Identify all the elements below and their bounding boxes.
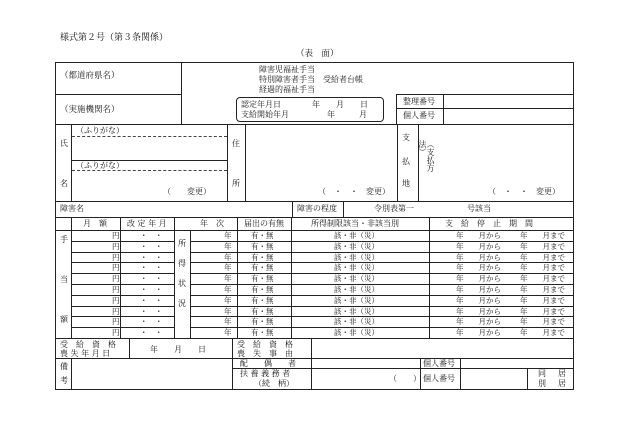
table-cell-date: ・ ・ [140, 274, 163, 283]
table-cell-gai: 該・非（災） [334, 231, 379, 240]
hdr-year: 年 次 [200, 219, 224, 228]
lost-date-label: 喪 失 年 月 日 [60, 349, 111, 358]
table-row-divider [190, 306, 574, 307]
table-cell-umu: 有・無 [251, 285, 274, 294]
side-tou: 当 [60, 275, 68, 284]
eligibility-label-1: 受 給 資 格 [60, 340, 116, 349]
table-cell-gai: 該・非（災） [334, 328, 379, 337]
table-cell-yen: 円 [112, 274, 120, 283]
lost-reason-label: 喪 失 事 由 [237, 349, 293, 358]
hdr-revised: 改 定 年 月 [127, 219, 167, 228]
table-cell-gai: 該・非（災） [334, 242, 379, 251]
cert-date-label: 認定年月日 [241, 100, 281, 109]
side-label: （表 面） [296, 49, 339, 59]
payment-change: （ ・ ・ 変更） [488, 187, 560, 196]
name-ruby-2: （ふりがな） [76, 161, 124, 170]
relation-paren: （ ） [389, 374, 421, 383]
table-cell-from: 年 月から [456, 285, 501, 294]
cert-date-units: 年 月 日 [312, 100, 368, 109]
table-cell-from: 年 月から [456, 263, 501, 272]
table-cell-yen: 円 [112, 285, 120, 294]
eligibility-label-2: 受 給 資 格 [237, 340, 293, 349]
table-one-label: 令別表第一 [374, 204, 414, 213]
table-row-divider [190, 273, 574, 274]
table-row-divider [190, 262, 574, 263]
personal-number-label-3: 個人番号 [423, 374, 455, 383]
table-cell-yen: 円 [112, 317, 120, 326]
side-te: 手 [60, 235, 68, 244]
name-ruby-1: （ふりがな） [76, 126, 124, 135]
payment-label-shi: 支 [402, 133, 410, 142]
table-cell-from: 年 月から [456, 317, 501, 326]
table-cell-umu: 有・無 [251, 263, 274, 272]
table-cell-gai: 該・非（災） [334, 263, 379, 272]
table-cell-year: 年 [224, 242, 232, 251]
cohabit-kyo-1: 居 [558, 369, 566, 378]
ledger-title-line1: 障害児福祉手当 [259, 65, 315, 74]
table-cell-to: 年 月まで [520, 274, 565, 283]
ruby-line-1 [72, 136, 227, 137]
table-cell-from: 年 月から [456, 253, 501, 262]
table-cell-from: 年 月から [456, 274, 501, 283]
table-cell-date: ・ ・ [140, 317, 163, 326]
table-cell-to: 年 月まで [520, 263, 565, 272]
relation-label: （続 柄） [254, 379, 294, 388]
remarks-label-2: 考 [60, 376, 68, 385]
management-number-label: 整理番号 [403, 97, 435, 106]
table-row-divider [190, 327, 574, 328]
table-cell-from: 年 月から [456, 328, 501, 337]
name-label-mei: 名 [60, 179, 68, 188]
table-cell-umu: 有・無 [251, 317, 274, 326]
table-cell-gai: 該・非（災） [334, 317, 379, 326]
table-cell-to: 年 月まで [520, 328, 565, 337]
table-cell-date: ・ ・ [140, 296, 163, 305]
table-cell-umu: 有・無 [251, 307, 274, 316]
address-label-sho: 所 [232, 179, 240, 188]
table-cell-from: 年 月から [456, 307, 501, 316]
table-cell-to: 年 月まで [520, 317, 565, 326]
ruby-line-2 [72, 170, 227, 171]
table-cell-date: ・ ・ [140, 263, 163, 272]
table-cell-year: 年 [224, 307, 232, 316]
address-change: （ ・ ・ 変更） [318, 187, 390, 196]
hdr-income-limit: 所得制限該当・非該当別 [311, 219, 399, 228]
table-cell-yen: 円 [112, 242, 120, 251]
table-row-divider [190, 316, 574, 317]
table-cell-yen: 円 [112, 231, 120, 240]
hdr-suspension: 支 給 停 止 期 間 [445, 219, 533, 228]
name-label-shi: 氏 [60, 139, 68, 148]
table-cell-yen: 円 [112, 253, 120, 262]
table-cell-to: 年 月まで [520, 285, 565, 294]
table-cell-yen: 円 [112, 307, 120, 316]
table-cell-to: 年 月まで [520, 296, 565, 305]
personal-number-label-2: 個人番号 [423, 359, 455, 368]
table-cell-to: 年 月まで [520, 231, 565, 240]
item-applicable-label: 号該当 [467, 204, 491, 213]
ledger-title-line3: 経過的福祉手当 [259, 85, 315, 94]
table-cell-from: 年 月から [456, 242, 501, 251]
table-cell-umu: 有・無 [251, 253, 274, 262]
table-cell-umu: 有・無 [251, 296, 274, 305]
table-cell-from: 年 月から [456, 231, 501, 240]
cohabit-same: 同 [538, 369, 546, 378]
spouse-label: 配 偶 者 [240, 359, 296, 368]
side-kyou: 況 [178, 299, 186, 308]
hdr-dependents: 届出の有無 [244, 219, 284, 228]
start-date-units: 年 月 [327, 110, 367, 119]
payment-method: （支払方法） [418, 140, 435, 172]
table-cell-umu: 有・無 [251, 328, 274, 337]
table-cell-year: 年 [224, 263, 232, 272]
table-cell-yen: 円 [112, 296, 120, 305]
table-cell-to: 年 月まで [520, 242, 565, 251]
address-label-jyu: 住 [232, 139, 240, 148]
table-cell-date: ・ ・ [140, 328, 163, 337]
table-cell-year: 年 [224, 317, 232, 326]
lost-date-units: 年 月 日 [150, 345, 206, 354]
table-row-divider [190, 241, 574, 242]
table-cell-gai: 該・非（災） [334, 307, 379, 316]
table-cell-gai: 該・非（災） [334, 296, 379, 305]
table-cell-yen: 円 [112, 328, 120, 337]
cohabit-kyo-2: 居 [558, 379, 566, 388]
hdr-month-amount: 月 額 [83, 219, 107, 228]
side-jyou: 状 [178, 279, 186, 288]
table-cell-year: 年 [224, 328, 232, 337]
supporter-label: 扶 養 義 務 者 [240, 369, 291, 378]
table-cell-year: 年 [224, 274, 232, 283]
side-gaku: 額 [60, 315, 68, 324]
table-cell-umu: 有・無 [251, 231, 274, 240]
cohabit-separate: 別 [538, 379, 546, 388]
payment-label-barai: 払 [402, 157, 410, 166]
start-date-label: 支給開始年月 [241, 110, 289, 119]
table-cell-from: 年 月から [456, 296, 501, 305]
table-cell-date: ・ ・ [140, 307, 163, 316]
table-cell-yen: 円 [112, 263, 120, 272]
table-cell-year: 年 [224, 285, 232, 294]
table-cell-year: 年 [224, 231, 232, 240]
table-cell-date: ・ ・ [140, 231, 163, 240]
table-cell-year: 年 [224, 253, 232, 262]
table-cell-umu: 有・無 [251, 242, 274, 251]
table-cell-gai: 該・非（災） [334, 253, 379, 262]
side-sho: 所 [178, 239, 186, 248]
table-cell-date: ・ ・ [140, 242, 163, 251]
agency-label: （実施機関名） [60, 105, 120, 115]
table-row-divider [190, 284, 574, 285]
table-cell-umu: 有・無 [251, 274, 274, 283]
table-cell-year: 年 [224, 296, 232, 305]
form-number: 様式第２号（第３条関係） [60, 33, 169, 43]
personal-number-label: 個人番号 [403, 111, 435, 120]
disability-degree-label: 障害の程度 [297, 204, 337, 213]
ledger-title-line2: 特別障害者手当 受給者台帳 [259, 75, 363, 84]
side-toku: 得 [178, 259, 186, 268]
remarks-label-1: 備 [60, 362, 68, 371]
table-cell-date: ・ ・ [140, 285, 163, 294]
table-cell-gai: 該・非（災） [334, 274, 379, 283]
table-row-divider [190, 252, 574, 253]
table-cell-gai: 該・非（災） [334, 285, 379, 294]
table-cell-to: 年 月まで [520, 307, 565, 316]
payment-label-chi: 地 [402, 179, 410, 188]
table-cell-date: ・ ・ [140, 253, 163, 262]
prefecture-label: （都道府県名） [60, 71, 120, 81]
name-change: （ 変更） [163, 187, 211, 196]
table-row-divider [190, 295, 574, 296]
disability-name-label: 障害名 [60, 204, 84, 213]
table-cell-to: 年 月まで [520, 253, 565, 262]
